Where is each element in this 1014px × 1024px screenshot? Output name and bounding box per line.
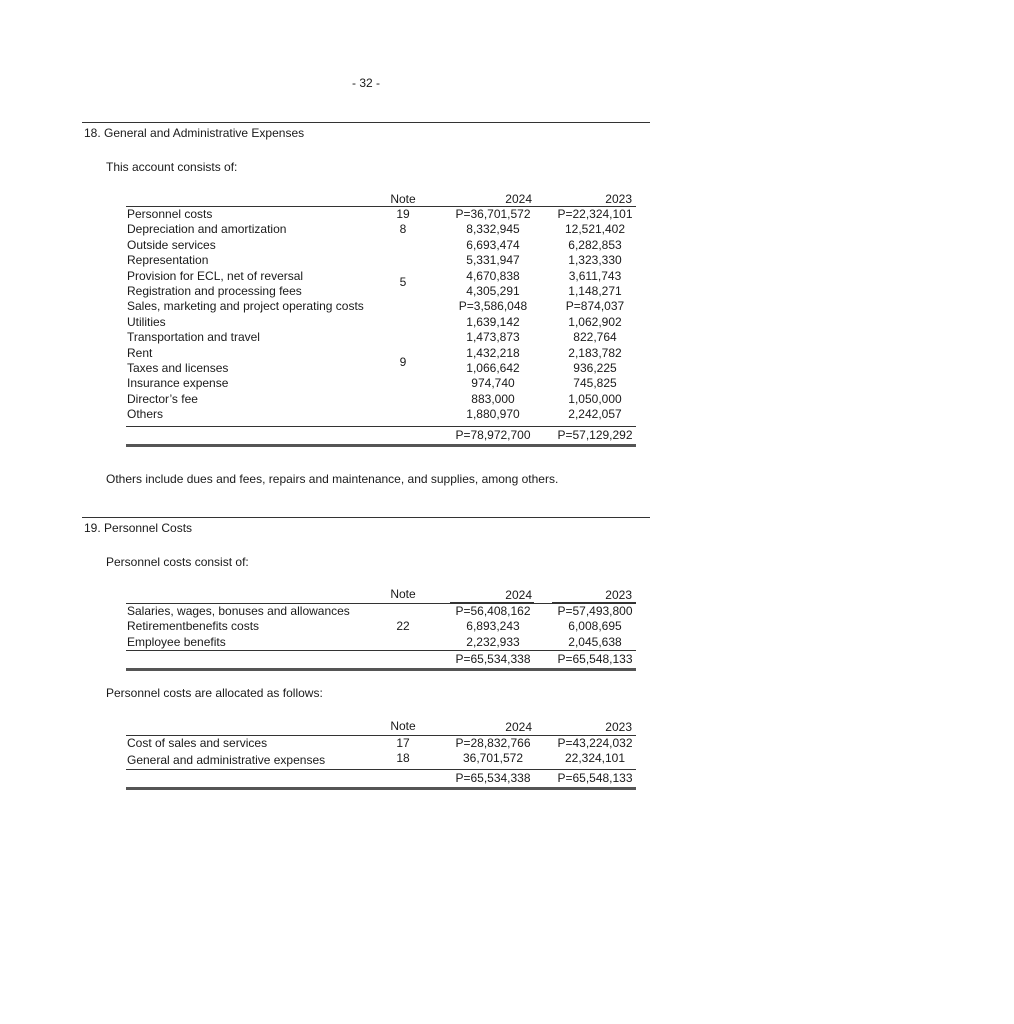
year-2023-header: 2023 bbox=[605, 192, 632, 206]
table-row: Provision for ECL, net of reversal 4,670,838 3,611,743 bbox=[127, 268, 622, 283]
note-ref: 5 bbox=[399, 275, 407, 289]
table-row: Utilities 1,639,142 1,062,902 bbox=[127, 314, 622, 329]
table-row: Depreciation and amortization 8,332,945 12,521,402 bbox=[127, 222, 626, 237]
table-row: General and administrative expenses 18 36,701,572 22,324,101 bbox=[127, 751, 626, 768]
table-row: Personnel costs P=36,701,572 P=22,324,101 bbox=[127, 207, 633, 221]
table-row: Director’s fee 883,000 1,050,000 bbox=[127, 391, 622, 406]
total-row bbox=[126, 426, 636, 443]
total-2024: P=65,534,338 bbox=[455, 652, 531, 667]
table-header bbox=[126, 587, 636, 601]
table-row: Sales, marketing and project operating costs P=3,586,048 P=874,037 bbox=[127, 299, 625, 314]
table-row: Employee benefits 2,232,933 2,045,638 bbox=[127, 634, 622, 649]
personnel-allocation-table bbox=[126, 719, 636, 793]
table-header bbox=[126, 192, 636, 206]
section-18-title: 18. General and Administrative Expenses bbox=[84, 126, 305, 140]
table-row: Transportation and travel 1,473,873 822,764 bbox=[127, 330, 617, 345]
note-header: Note bbox=[390, 192, 416, 206]
year-2024-header: 2024 bbox=[505, 588, 532, 602]
section-19-title: 19. Personnel Costs bbox=[84, 521, 193, 535]
note-header: Note bbox=[390, 719, 416, 733]
section-divider bbox=[82, 517, 650, 518]
note-ref: 8 bbox=[399, 222, 407, 236]
note-ref: 19 bbox=[396, 207, 410, 221]
total-2024: P=65,534,338 bbox=[455, 771, 531, 786]
section-19-allocation-intro: Personnel costs are allocated as follows: bbox=[106, 686, 323, 700]
table-row: Outside services 6,693,474 6,282,853 bbox=[127, 237, 622, 252]
table-header bbox=[126, 719, 636, 733]
double-underline bbox=[126, 444, 636, 450]
table-row: Salaries, wages, bonuses and allowances P=56,408,162 P=57,493,800 bbox=[127, 604, 633, 618]
table-row: Insurance expense 974,740 745,825 bbox=[127, 376, 617, 391]
table-row: Others 1,880,970 2,242,057 bbox=[127, 407, 622, 422]
note-header: Note bbox=[390, 587, 416, 601]
year-2024-header: 2024 bbox=[505, 720, 532, 734]
section-18-intro: This account consists of: bbox=[106, 160, 238, 174]
section-18-footnote: Others include dues and fees, repairs and maintenance, and supplies, among others. bbox=[106, 472, 559, 486]
total-2023: P=57,129,292 bbox=[557, 428, 633, 443]
section-19-intro: Personnel costs consist of: bbox=[106, 555, 249, 569]
page-number: - 32 - bbox=[352, 76, 381, 90]
total-2024: P=78,972,700 bbox=[455, 428, 531, 443]
table-row: Registration and processing fees 4,305,291 1,148,271 bbox=[127, 283, 622, 298]
year-2023-header: 2023 bbox=[605, 720, 632, 734]
ga-expenses-table bbox=[126, 192, 636, 450]
table-row: Retirementbenefits costs 22 6,893,243 6,008,695 bbox=[127, 619, 622, 634]
table-row: Cost of sales and services 17 P=28,832,766 P=43,224,032 bbox=[127, 736, 633, 750]
table-row: Representation 5,331,947 1,323,330 bbox=[127, 253, 622, 268]
note-ref: 9 bbox=[399, 355, 407, 369]
total-2023: P=65,548,133 bbox=[557, 771, 633, 786]
total-2023: P=65,548,133 bbox=[557, 652, 633, 667]
year-2024-header: 2024 bbox=[505, 192, 532, 206]
personnel-costs-table bbox=[126, 587, 636, 674]
section-divider bbox=[82, 122, 650, 123]
total-row bbox=[126, 650, 636, 667]
table-row: Taxes and licenses 1,066,642 936,225 bbox=[127, 360, 617, 375]
double-underline bbox=[126, 787, 636, 793]
double-underline bbox=[126, 668, 636, 674]
table-row: Rent 1,432,218 2,183,782 bbox=[127, 345, 622, 360]
year-2023-header: 2023 bbox=[605, 588, 632, 602]
total-row bbox=[126, 769, 636, 786]
